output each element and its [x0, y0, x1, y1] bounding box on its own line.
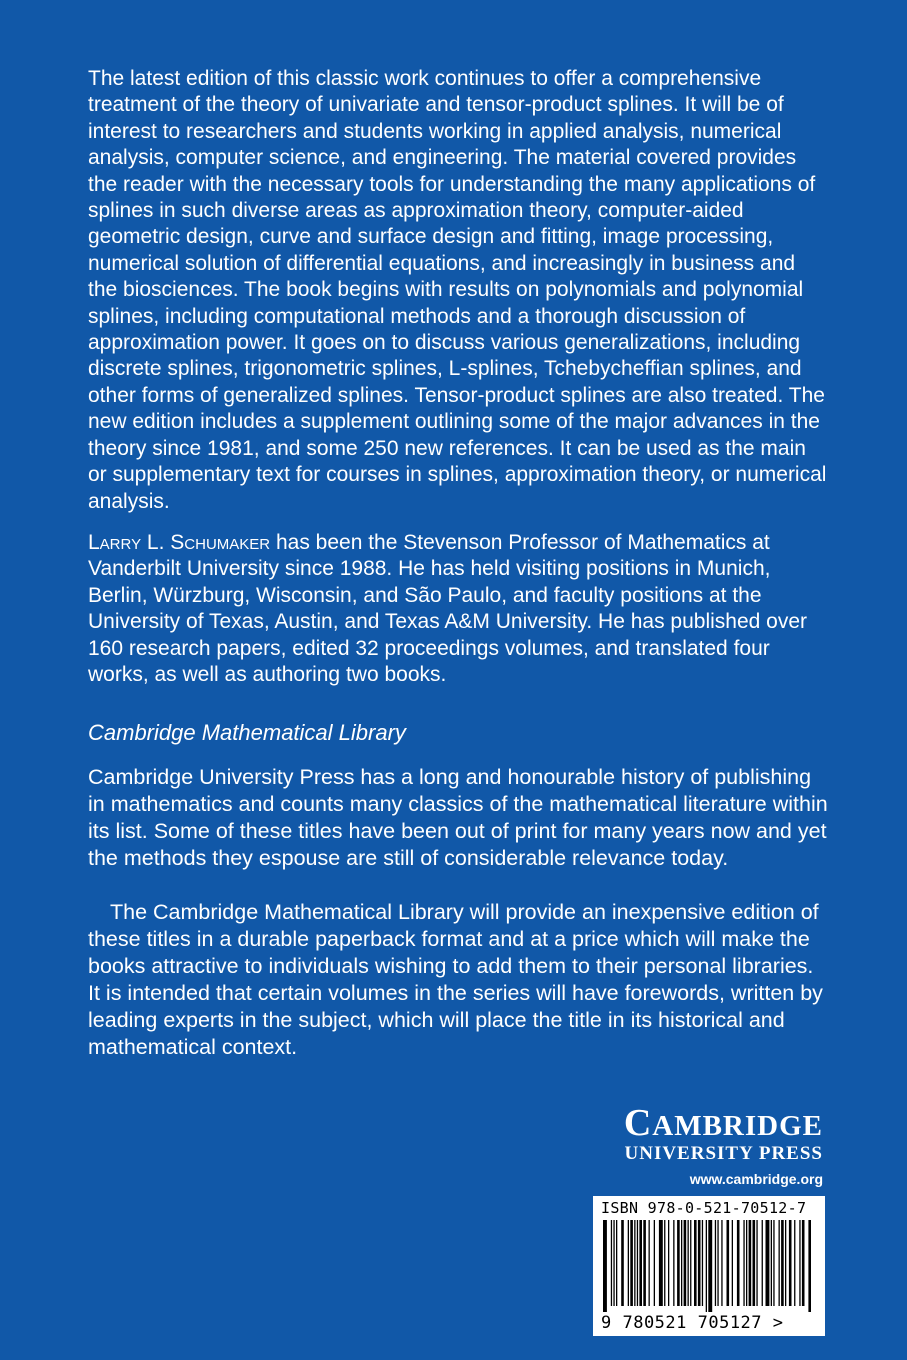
author-name: Larry L. Schumaker [88, 531, 271, 554]
barcode-bar [616, 1220, 617, 1306]
series-title: Cambridge Mathematical Library [88, 720, 406, 745]
barcode-bar [603, 1220, 607, 1312]
barcode-bar [681, 1220, 682, 1306]
barcode-bar [721, 1220, 722, 1306]
barcode-bar [781, 1220, 784, 1306]
barcode-bar [743, 1220, 744, 1306]
barcode-bar [639, 1220, 642, 1306]
barcode-bar [634, 1220, 635, 1306]
barcode-bar [659, 1220, 663, 1306]
barcode-bar [708, 1220, 712, 1312]
barcode-bar [794, 1220, 795, 1306]
barcode-bar [802, 1220, 805, 1306]
barcode-bar [702, 1220, 703, 1306]
barcode-bar [643, 1220, 646, 1306]
barcode-bar [808, 1220, 811, 1312]
barcode-bar [771, 1220, 772, 1306]
barcode-bar [773, 1220, 774, 1306]
barcode-bar [649, 1220, 650, 1306]
barcode [593, 1196, 825, 1336]
barcode-bar [664, 1220, 665, 1306]
barcode-bar [668, 1220, 669, 1306]
barcode-bar [799, 1220, 800, 1306]
barcode-bar [694, 1220, 697, 1306]
barcode-bar [613, 1220, 614, 1306]
publisher-name-rest: AMBRIDGE [652, 1110, 823, 1142]
series-paragraph-1: Cambridge University Press has a long and honourable history of publishing in mathematics and counts many classics of the mathematical literature within its list. Some of these titles have been out of print for many years now and yet the methods they espouse are still of considerable relevance today. [88, 765, 828, 870]
barcode-bar [715, 1220, 716, 1306]
barcode-bar [688, 1220, 689, 1306]
barcode-bar [717, 1220, 718, 1306]
barcode-bar [611, 1220, 612, 1306]
barcode-bar [684, 1220, 687, 1306]
barcode-bar [753, 1220, 756, 1306]
barcode-bar [637, 1220, 638, 1306]
barcode-bar [746, 1220, 747, 1306]
barcode-bar [749, 1220, 752, 1306]
barcode-bar [727, 1220, 730, 1306]
publisher-subtitle: UNIVERSITY PRESS [624, 1143, 823, 1164]
barcode-bar [762, 1220, 763, 1306]
barcode-bar [789, 1220, 792, 1306]
author-bio-text: has been the Stevenson Professor of Mathematics at Vanderbilt University since 1988. He has held visiting positions in Munich, Berlin, Würzburg, Wisconsin, and São Paulo, and faculty positions at the University of Texas, Austin, and Texas A&M University. He has published over 160 research papers, edited 32 proceedings volumes, and translated four works, as well as authoring two books. [88, 531, 808, 687]
isbn-label: ISBN 978-0-521-70512-7 [601, 1199, 807, 1217]
publisher-url[interactable]: www.cambridge.org [689, 1171, 823, 1187]
publisher-name [623, 1102, 823, 1144]
publisher-logo [623, 1102, 823, 1187]
barcode-bar [737, 1220, 740, 1306]
barcode-bar [630, 1220, 633, 1306]
barcode-bar [756, 1220, 757, 1306]
barcode-bar [673, 1220, 674, 1306]
barcode-bar [766, 1220, 770, 1306]
barcode-bar [732, 1220, 733, 1306]
barcode-bar [785, 1220, 786, 1306]
barcode-digits: 9 780521 705127 > [601, 1313, 784, 1333]
barcode-bar [628, 1220, 629, 1306]
barcode-bar [779, 1220, 780, 1306]
barcode-bar [677, 1220, 680, 1306]
book-description: The latest edition of this classic work continues to offer a comprehensive treatment of the theory of univariate and tensor-product splines. It will be of interest to researchers and students working in applied analysis, numerical analysis, computer science, and engineering. The material covered provides the reader with the necessary tools for understanding the many applications of splines in such diverse areas as approximation theory, computer-aided geometric design, curve and surface design and fitting, image processing, numerical solution of differential equations, and increasingly in business and the biosciences. The book begins with results on polynomials and polynomial splines, including computational methods and a thorough discussion of approximation power. It goes on to discuss various generalizations, including discrete splines, trigonometric splines, L-splines, Tchebycheffian splines, and other forms of generalized splines. Tensor-product splines are also treated. The new edition includes a supplement outlining some of the major advances in the theory since 1981, and some 250 new references. It can be used as the main or supplementary text for courses in splines, approximation theory, or numerical analysis. [88, 67, 827, 513]
barcode-bar [621, 1220, 624, 1306]
barcode-bar [706, 1220, 707, 1312]
series-paragraph-2: The Cambridge Mathematical Library will provide an inexpensive edition of these titles in a durable paperback format and at a price which will make the books attractive to individuals wishing to add them to their personal libraries. It is intended that certain volumes in the series will have forewords, written by leading experts in the subject, which will place the title in its historical and mathematical context. [88, 900, 823, 1059]
author-bio [88, 530, 828, 688]
barcode-bars [601, 1220, 817, 1312]
publisher-name-initial: C [623, 1102, 653, 1144]
barcode-bar [698, 1220, 701, 1306]
barcode-bar [690, 1220, 691, 1306]
barcode-bar [654, 1220, 655, 1306]
